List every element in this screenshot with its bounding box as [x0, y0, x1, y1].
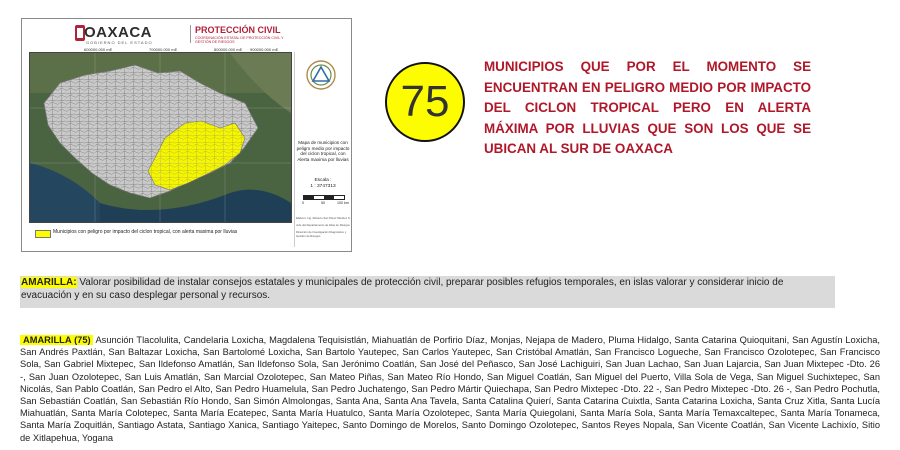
scale-label: Escala : [314, 178, 332, 183]
oaxaca-logo-subtitle: GOBIERNO DEL ESTADO [86, 40, 153, 45]
protection-civil-logo-icon [306, 60, 336, 90]
agency-name: PROTECCIÓN CIVIL [195, 25, 281, 35]
oaxaca-map [30, 53, 291, 222]
municipalities-text: Asunción Tlacolulita, Candelaria Loxicha, Magdalena Tequisistlán, Miahuatlán de Porfirio Díaz, Monjas, Nejapa de Madero, Pluma Hidalgo, Santa Catarina Quioquitani, San Agustín Loxicha, San Andrés Paxtlán, San Baltazar Loxicha, San Bartolomé Loxicha, San Bartolo Yautepec, San Carlos Yautepec, San Cristóbal Amatlán, San Francisco Logueche, San Francisco Ozolotepec, San Francisco Sola, San Gabriel Mixtepec, San Ildefonso Amatlán, San Ildefonso Sola, San Jerónimo Coatlán, San José del Peñasco, San José Lachiguiri, San Juan Lachao, San Juan Lajarcia, San Juan Mixtepec -Dto. 26 -, San Juan Ozolotepec, San Luis Amatlán, San Marcial Ozolotepec, San Mateo Piñas, San Mateo Río Hondo, San Miguel Coatlán, San Miguel del Puerto, Villa Sola de Vega, San Miguel Suchixtepec, San Nicolás, San Pablo Coatlán, San Pedro el Alto, San Pedro Huamelula, San Pedro Juchatengo, San Pedro Mártir Quiechapa, San Pedro Mixtepec -Dto. 22 -, San Pedro Mixtepec -Dto. 26 -, San Pedro Pochutla, San Sebastián Coatlán, San Sebastián Río Hondo, San Simón Almolongas, Santa Ana, Santa Ana Tavela, Santa Catalina Quierí, Santa Catarina Cuixtla, Santa Catarina Loxicha, Santa Cruz Xitla, Santa Lucía Miahuatlán, Santa María Colotepec, Santa María Ecatepec, Santa María Huatulco, Santa María Ozolotepec, Santa María Quiegolani, Santa María Sola, Santa María Temaxcaltepec, Santa María Tonameca, Santa María Zoquitlán, Santiago Astata, Santiago Xanica, Santiago Yaitepec, Santo Domingo de Morelos, Santo Domingo Ozolotepec, Santos Reyes Nopala, San Vicente Coatlán, San Vicente Lachixío, Sitio de Xitlapehua, Yogana [20, 335, 881, 443]
map-side-panel [294, 52, 350, 247]
scale-tick: 50 [321, 201, 325, 205]
municipalities-list [20, 334, 880, 444]
map-legend [29, 225, 290, 245]
headline: MUNICIPIOS QUE POR EL MOMENTO SE ENCUENTRAN EN PELIGRO MEDIO POR IMPACTO DEL CICLON TROPICAL PERO EN ALERTA MÁXIMA POR LLUVIAS QUE SON LOS QUE SE UBICAN AL SUR DE OAXACA [484, 59, 811, 156]
agency-subtitle: COORDINACIÓN ESTATAL DE PROTECCIÓN CIVIL Y GESTIÓN DE RIESGOS [195, 36, 284, 45]
scale-tick: 0 [302, 201, 304, 205]
map-figure [21, 18, 352, 252]
advisory-text: Valorar posibilidad de instalar consejos estatales y municipales de protección civil, preparar posibles refugios temporales, en islas valorar y considerar inicio de evacuación y en su caso desplegar personal y recursos. [21, 277, 784, 301]
alert-level-label: AMARILLA: [21, 277, 77, 288]
logo-divider [190, 25, 191, 43]
coordinate-label: 600000.000 mE [84, 47, 113, 52]
coordinate-label: 900000.000 mE [250, 47, 279, 52]
scale-tick: 100 km [337, 201, 349, 205]
oaxaca-logo-text: OAXACA [84, 24, 153, 41]
map-credits: Elaboró: Ing. Roberto San Pérez Méndez S. Jefe del Departamento de Atlas de Riesgos Dirección de Investigación Diagnóstico y Gestión de Riesgos [296, 216, 351, 238]
coordinate-label: 700000.000 mE [149, 47, 178, 52]
scale-bar [303, 195, 345, 200]
count-badge: 75 [385, 62, 465, 142]
scale-value: 1 : 3747313 [310, 184, 336, 189]
map-image [29, 52, 292, 223]
map-header [22, 19, 351, 49]
legend-swatch [35, 230, 51, 238]
coordinate-label: 800000.000 mE [214, 47, 243, 52]
legend-text: Municipios con peligro por impacto del ciclon tropical, con alerta maxima por lluvias [53, 229, 238, 235]
alert-advisory [20, 276, 835, 308]
municipalities-label: AMARILLA (75) [20, 335, 93, 345]
map-description: Mapa de municipios con peligro medio por impacto del ciclon tropical, con Alerta maxima por lluvias [296, 140, 350, 162]
